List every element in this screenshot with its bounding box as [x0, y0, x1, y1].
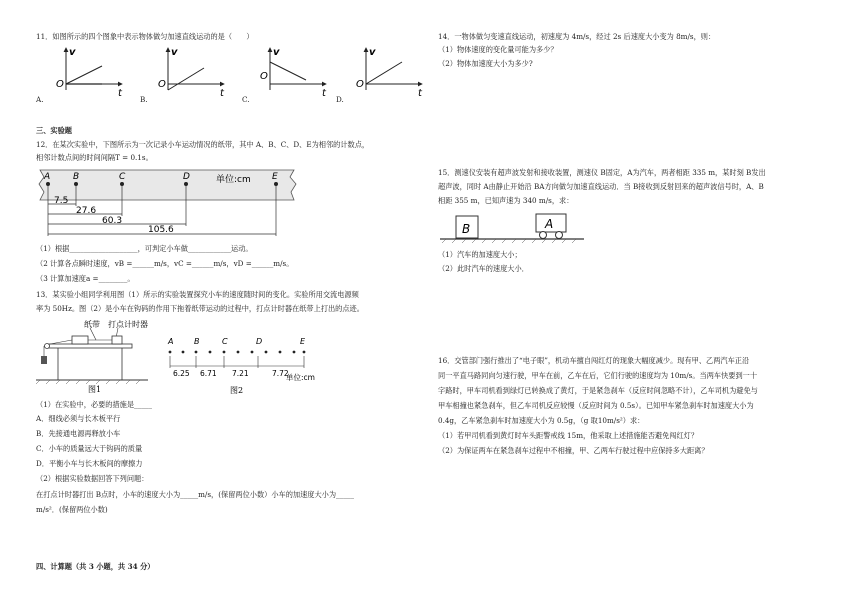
q13-dot-tape-figure	[164, 336, 334, 396]
origin-label: O	[356, 79, 364, 90]
q14-sub1: （1）物体速度的变化量可能为多少？	[438, 45, 558, 54]
q11-graph-a	[40, 46, 130, 99]
origin-label: O	[56, 79, 64, 90]
q15-sub2: （2）此时汽车的速度大小．	[438, 264, 529, 273]
box-a-label: A	[545, 217, 554, 231]
dim2-de: 7.72	[272, 369, 289, 378]
q16-line3: 字路时，甲车司机看到绿灯已转换成了黄灯，于是紧急刹车（反应时间忽略不计），乙车司机为避免与	[438, 386, 758, 395]
axis-v-label: v	[369, 47, 376, 58]
q16-line5: 0.4g，乙车紧急刹车时加速度大小为 0.5g，（g 取10m/s²）求：	[438, 416, 645, 425]
q13-line2: 率为 50Hz。图（2）是小车在钩码的作用下拖着纸带运动的过程中，打点计时器在纸带上打出的点迹。	[36, 304, 364, 313]
point2-b: B	[194, 337, 200, 346]
q13-opt-a: A．细线必须与长木板平行	[36, 414, 121, 423]
q13-sub2b: m/s²．(保留两位小数)	[36, 505, 108, 514]
axis-t-label: t	[322, 88, 326, 99]
axis-t-label: t	[418, 88, 422, 99]
q16-sub1: （1）若甲司机看到黄灯时车头距警戒线 15m，他采取上述措施能否避免闯红灯？	[438, 431, 699, 440]
option-b: B.	[140, 95, 148, 104]
timer-label: 打点计时器	[108, 320, 148, 329]
unit-label: 单位:cm	[216, 175, 251, 185]
q11-graph-d	[340, 46, 430, 99]
axis-v-label: v	[69, 47, 76, 58]
point2-d: D	[256, 337, 263, 346]
q16-line4: 甲车相撞也紧急刹车，但乙车司机反应较慢（反应时间为 0.5s）。已知甲车紧急刹车时加速度大小为	[438, 401, 754, 410]
point-d: D	[183, 172, 190, 182]
q12-paper-tape	[36, 166, 300, 240]
box-b-label: B	[462, 222, 471, 236]
q16-sub2: （2）为保证两车在紧急刹车过程中不相撞，甲、乙两车行驶过程中应保持多大距离？	[438, 446, 709, 455]
q16-line2: 同一平直马路同向匀速行驶，甲车在前，乙车在后，它们行驶的速度均为 10m/s。当两车快要到一十	[438, 371, 758, 380]
q14-sub2: （2）物体加速度大小为多少?	[438, 59, 533, 68]
origin-label: O	[158, 79, 166, 90]
q16-line1: 16．交管部门强行推出了“电子眼”，机动车擅自闯红灯的现象大幅度减少。现有甲、乙两汽车正沿	[438, 356, 750, 365]
dim2-ab: 6.25	[173, 369, 190, 378]
q11-graph-c	[244, 46, 334, 99]
section-4-heading: 四、计算题（共 3 小题，共 34 分）	[36, 562, 155, 571]
q12-sub1: （1）根据___________________，可判定小车做____________运动。	[36, 244, 253, 253]
option-a: A.	[36, 95, 44, 104]
q14-line1: 14．一物体做匀变速直线运动，初速度为 4m/s，经过 2s 后速度大小变为 8m/s，则：	[438, 32, 716, 41]
q13-opt-b: B．先接通电源再释放小车	[36, 429, 121, 438]
q13-opt-d: D．平衡小车与长木板间的摩擦力	[36, 459, 143, 468]
q12-line2: 相邻计数点间的时间间隔T = 0.1s。	[36, 153, 153, 162]
q13-sub2: （2）根据实验数据回答下列问题：	[36, 474, 149, 483]
option-c: C.	[242, 95, 250, 104]
q12-sub2: （2 计算各点瞬时速度，vB =______m/s，vC =______m/s，vD =______m/s。	[36, 259, 294, 268]
axis-t-label: t	[118, 88, 122, 99]
origin-label: O	[260, 71, 268, 82]
q13-opt-c: C．小车的质量远大于钩码的质量	[36, 444, 143, 453]
point-e: E	[272, 172, 278, 182]
fig1-caption: 图1	[88, 385, 102, 394]
fig2-caption: 图2	[230, 386, 244, 395]
point2-a: A	[168, 337, 174, 346]
option-d: D.	[336, 95, 344, 104]
q12-line1: 12．在某次实验中，下图所示为一次记录小车运动情况的纸带，其中 A、B、C、D、E为相邻的计数点，	[36, 140, 370, 149]
q15-line3: 相距 355 m，已知声速为 340 m/s，求：	[438, 196, 574, 205]
axis-v-label: v	[171, 47, 178, 58]
dim-ab: 7.5	[54, 196, 69, 206]
point2-c: C	[222, 337, 228, 346]
unit2-label: 单位:cm	[286, 373, 315, 382]
point-c: C	[119, 172, 126, 182]
q13-sub1: （1）在实验中，必要的措施是_____	[36, 400, 152, 409]
dim-ae: 105.6	[148, 225, 174, 235]
q13-sub2a: 在打点计时器打出 B点时，小车的速度大小为_____m/s，(保留两位小数）小车的加速度大小为_____	[36, 490, 354, 499]
q13-line1: 13．某实验小组同学利用图（1）所示的实验装置探究小车的速度随时间的变化。实验所用交流电源频	[36, 290, 359, 299]
point-b: B	[73, 172, 80, 182]
axis-t-label: t	[220, 88, 224, 99]
q15-diagram	[440, 210, 590, 250]
point-a: A	[44, 172, 51, 182]
q11-graph-b	[142, 46, 232, 99]
q12-sub3: （3 计算加速度a =________。	[36, 274, 135, 283]
dim2-cd: 7.21	[232, 369, 249, 378]
dim2-bc: 6.71	[200, 369, 217, 378]
q15-line1: 15．测速仪安装有超声波发射和接收装置，测速仪 B固定，A为汽车，两者相距 335 m，某时刻 B发出	[438, 168, 766, 177]
dim-ad: 60.3	[102, 216, 123, 226]
q11-stem: 11．如图所示的四个图象中表示物体做匀加速直线运动的是（ ）	[36, 32, 254, 41]
q13-apparatus-figure	[36, 318, 156, 394]
section-3-heading: 三、实验题	[36, 126, 72, 135]
tape-label: 纸带	[84, 320, 100, 329]
q15-sub1: （1）汽车的加速度大小；	[438, 250, 522, 259]
dim-ac: 27.6	[76, 206, 97, 216]
point2-e: E	[300, 337, 306, 346]
axis-v-label: v	[273, 47, 280, 58]
q15-line2: 超声波，同时 A由静止开始沿 BA方向做匀加速直线运动．当 B接收到反射回来的超声波信号时，A、B	[438, 182, 764, 191]
